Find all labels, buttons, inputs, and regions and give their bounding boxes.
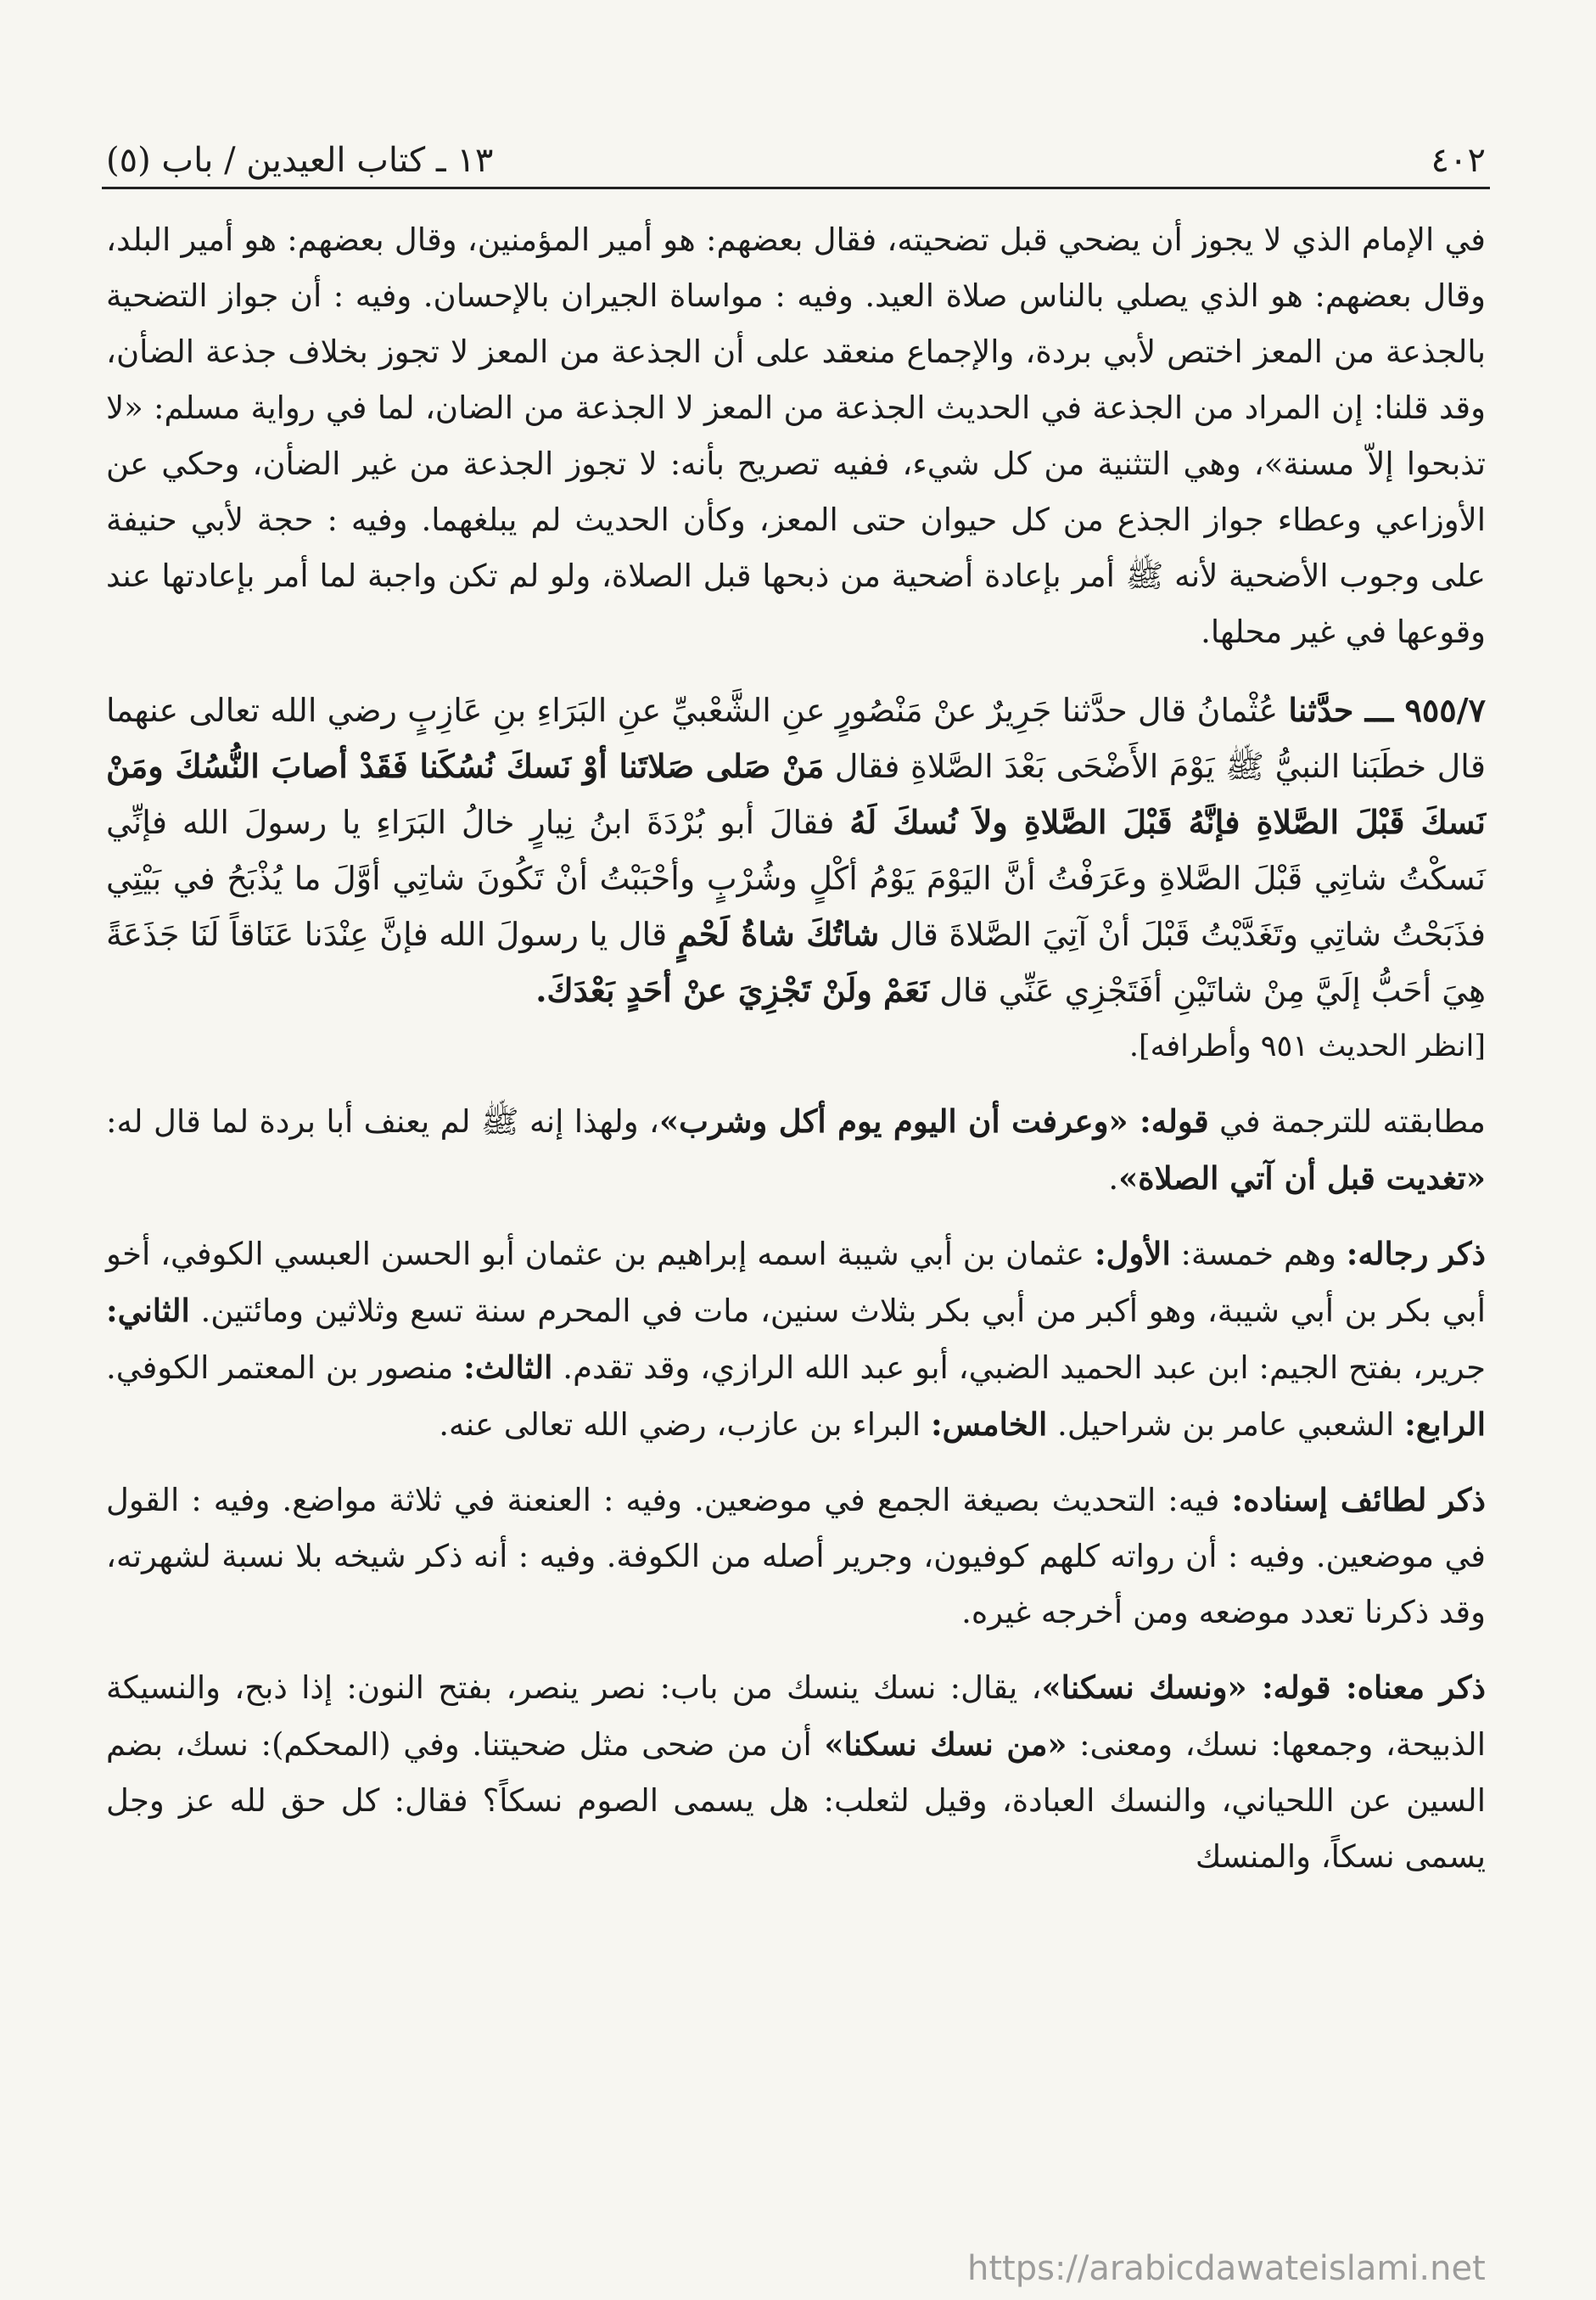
narrator-4-label: الرابع: [1404,1405,1486,1443]
watermark-url: https://arabicdawateislami.net [967,2249,1486,2288]
narrator-3-label: الثالث: [463,1349,553,1386]
paragraph-meaning [106,1659,1486,1885]
relevance-end: . [1108,1160,1119,1197]
meaning-heading: ذكر معناه: قوله: [1246,1669,1486,1706]
meaning-text-1: ، يقال: نسك ينسك من باب: نصر ينصر، بفتح النون: إذا ذبح، والنسيكة الذبيحة، وجمعها: نسك، ومعنى: [106,1669,1486,1763]
relevance-quote-2: «تغديت قبل أن آتي الصلاة» [1118,1159,1486,1197]
hadith-part-2: فقالَ أبو بُرْدَةَ ابنُ نِيارٍ خالُ البَرَاءِ يا رسولَ الله فإنِّي نَسكْتُ شاتِي قَبْلَ الصَّلاةِ وعَرَفْتُ أنَّ اليَوْمَ يَوْمُ أكْلٍ وشُرْبٍ وأحْبَبْتُ أنْ تَكُونَ شاتِي أوَّلَ ما يُذْبَحُ في بَيْتِي فذَبَحْتُ شاتِي وتَغَدَّيْتُ قَبْلَ أنْ آتِيَ الصَّلاةَ قال [106,804,1486,953]
narrator-1: عثمان بن أبي شيبة اسمه إبراهيم بن عثمان أبو الحسن العبسي الكوفي، أخو أبي بكر بن أبي شيبة، وهو أكبر من أبي بكر بثلاث سنين، مات في المحرم سنة تسع وثلاثين ومائتين. [106,1236,1486,1329]
header-rule [102,187,1490,189]
hadith-bold-3: نَعَمْ ولَنْ تَجْزِيَ عنْ أحَدٍ بَعْدَكَ. [535,971,930,1009]
narrator-5: البراء بن عازب، رضي الله تعالى عنه. [439,1406,931,1443]
chapter-title: ١٣ ـ كتاب العيدين / باب (٥) [106,141,494,180]
meaning-text-2: أن من ضحى مثل ضحيتنا. وفي (المحكم): نسك، بضم السين عن اللحياني، والنسك العبادة، وقيل لثعلب: هل يسمى الصوم نسكاً؟ فقال: كل حق لله عز وجل يسمى نسكاً، والمنسك [106,1726,1486,1875]
meaning-quote-1: «ونسك نسكنا» [1041,1669,1247,1706]
relevance-quote-1: «وعرفت أن اليوم يوم أكل وشرب» [658,1102,1128,1140]
narrators-heading: ذكر رجاله: [1346,1235,1486,1272]
isnad-text: فيه: التحديث بصيغة الجمع في موضعين. وفيه : العنعنة في ثلاثة مواضع. وفيه : القول في موضعين. وفيه : أن رواته كلهم كوفيون، وجرير أصله من الكوفة. وفيه : أنه ذكر شيخه بلا نسبة لشهرته، وقد ذكرنا تعدد موضعه ومن أخرجه غيره. [106,1482,1486,1630]
hadith-text [106,682,1486,1018]
hadith-bold-2: شاتُكَ شاةُ لَحْمٍ [677,915,880,953]
relevance-lead: مطابقته للترجمة في [1208,1103,1486,1140]
paragraph-relevance [106,1093,1486,1207]
relevance-qawluh: قوله: [1128,1102,1209,1140]
paragraph-isnad [106,1472,1486,1641]
narrator-2: جرير، بفتح الجيم: ابن عبد الحميد الضبي، أبو عبد الله الرازي، وقد تقدم. [552,1349,1486,1386]
hadith-part-1: عُثْمانُ قال حدَّثنا جَرِيرٌ عنْ مَنْصُورٍ عنِ الشَّعْبيِّ عنِ البَرَاءِ بنِ عَازِبٍ رضي الله تعالى عنهما قال خطَبَنا النبيُّ ﷺ يَوْمَ الأَضْحَى بَعْدَ الصَّلاةِ فقال [106,692,1486,785]
relevance-mid: ، ولهذا إنه ﷺ لم يعنف أبا بردة لما قال له: [106,1103,659,1140]
page-number: ٤٠٢ [1431,141,1486,180]
hadith-number: ٩٥٥/٧ ـــ حدَّثنا [1288,691,1486,729]
page-body [106,212,1486,1885]
hadith-part-3: قال يا رسولَ الله فإنَّ عِنْدَنا عَنَاقاً لَنَا جَذَعَةً هِيَ أحَبُّ إلَيَّ مِنْ شاتَيْنِ أفَتَجْزِي عَنِّي قال [106,916,1486,1009]
narrator-5-label: الخامس: [930,1405,1048,1443]
isnad-heading: ذكر لطائف إسناده: [1231,1481,1486,1518]
hadith-reference: [انظر الحديث ٩٥١ وأطرافه]. [1128,1029,1486,1063]
hadith-bold-1: مَنْ صَلى صَلاتَنا أوْ نَسكَ نُسُكَنا فَقَدْ أصابَ النُّسُكَ ومَنْ نَسكَ قَبْلَ الصَّلاةِ فإنَّهُ قَبْلَ الصَّلاةِ ولاَ نُسكَ لَهُ [106,747,1486,841]
meaning-quote-2: «من نسك نسكنا» [824,1725,1067,1763]
narrator-1-label: الأول: [1094,1235,1171,1272]
paragraph-narrators [106,1226,1486,1453]
narrator-2-label: الثاني: [106,1292,190,1329]
narrator-4: الشعبي عامر بن شراحيل. [1047,1406,1405,1443]
narrators-intro: وهم خمسة: [1170,1236,1347,1272]
paragraph-commentary: في الإمام الذي لا يجوز أن يضحي قبل تضحيته، فقال بعضهم: هو أمير المؤمنين، وقال بعضهم: هو أمير البلد، وقال بعضهم: هو الذي يصلي بالناس صلاة العيد. وفيه : مواساة الجيران بالإحسان. وفيه : أن جواز التضحية بالجذعة من المعز اختص لأبي بردة، والإجماع منعقد على أن الجذعة من المعز لا تجوز بخلاف جذعة الضأن، وقد قلنا: إن المراد من الجذعة في الحديث الجذعة من المعز لا الجذعة من الضان، لما في رواية مسلم: «لا تذبحوا إلاّ مسنة»، وهي التثنية من كل شيء، ففيه تصريح بأنه: لا تجوز الجذعة من غير الضأن، وحكي عن الأوزاعي وعطاء جواز الجذع من كل حيوان حتى المعز، وكأن الحديث لم يبلغهما. وفيه : حجة لأبي حنيفة على وجوب الأضحية لأنه ﷺ أمر بإعادة أضحية من ذبحها قبل الصلاة، ولو لم تكن واجبة لما أمر بإعادتها عند وقوعها في غير محلها. [106,222,1486,650]
page-header [106,127,1486,180]
narrator-3: منصور بن المعتمر الكوفي. [106,1349,464,1386]
